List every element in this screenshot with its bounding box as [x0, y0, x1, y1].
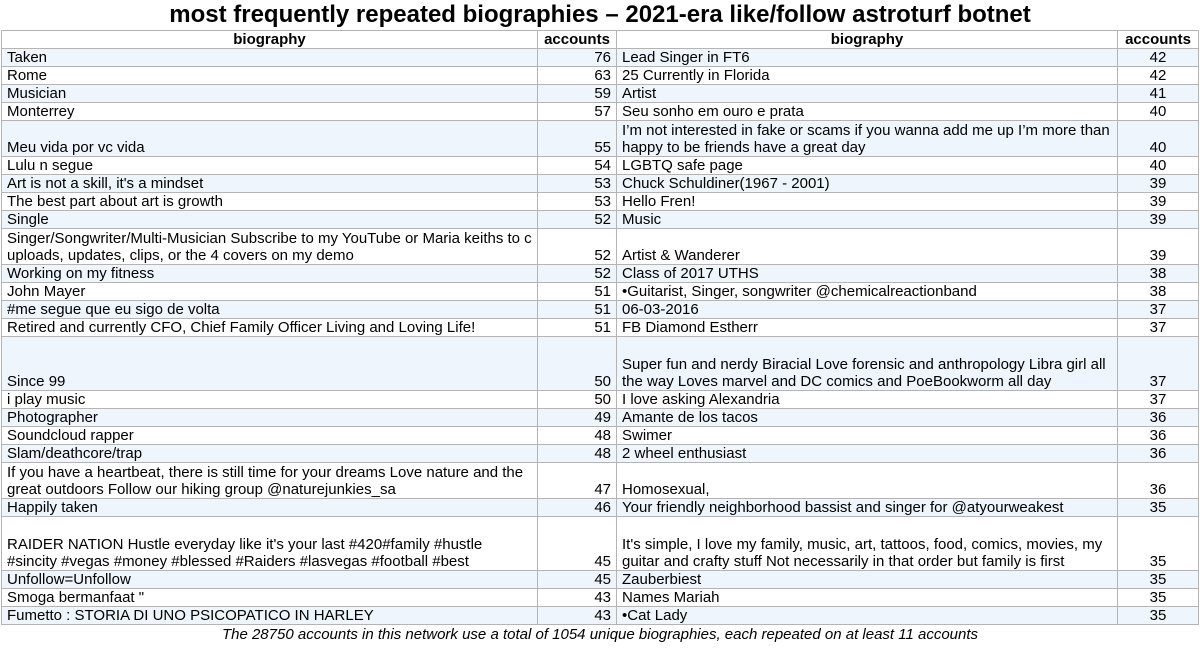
- table-row: [2, 67, 1199, 85]
- table-row: [2, 571, 1199, 589]
- bio-left: Fumetto : STORIA DI UNO PSICOPATICO IN HARLEY: [2, 607, 538, 625]
- count-left: 48: [538, 427, 617, 445]
- bio-left: Rome: [2, 67, 538, 85]
- bio-right: I love asking Alexandria: [617, 391, 1118, 409]
- bio-left: Retired and currently CFO, Chief Family Officer Living and Loving Life!: [2, 319, 538, 337]
- table-row: [2, 301, 1199, 319]
- count-left: 53: [538, 175, 617, 193]
- header-row: [2, 31, 1199, 49]
- count-left: 45: [538, 571, 617, 589]
- bio-left: Happily taken: [2, 499, 538, 517]
- table-row: [2, 283, 1199, 301]
- bio-left: Working on my fitness: [2, 265, 538, 283]
- table-row: [2, 337, 1199, 391]
- count-left: 49: [538, 409, 617, 427]
- bio-right: LGBTQ safe page: [617, 157, 1118, 175]
- count-left: 52: [538, 211, 617, 229]
- table-row: [2, 427, 1199, 445]
- bio-right: Artist & Wanderer: [617, 229, 1118, 265]
- bio-right: Your friendly neighborhood bassist and singer for @atyourweakest: [617, 499, 1118, 517]
- column-header-accounts-right: accounts: [1118, 31, 1199, 49]
- count-left: 43: [538, 589, 617, 607]
- count-right: 37: [1118, 337, 1199, 391]
- count-right: 40: [1118, 157, 1199, 175]
- table-row: [2, 391, 1199, 409]
- bio-right: Names Mariah: [617, 589, 1118, 607]
- count-left: 48: [538, 445, 617, 463]
- count-left: 55: [538, 121, 617, 157]
- count-right: 35: [1118, 607, 1199, 625]
- count-left: 52: [538, 265, 617, 283]
- count-right: 36: [1118, 445, 1199, 463]
- bio-left: Lulu n segue: [2, 157, 538, 175]
- bio-left: Meu vida por vc vida: [2, 121, 538, 157]
- count-right: 37: [1118, 301, 1199, 319]
- table-row: [2, 319, 1199, 337]
- bio-left: The best part about art is growth: [2, 193, 538, 211]
- bio-left: Musician: [2, 85, 538, 103]
- bio-right: Lead Singer in FT6: [617, 49, 1118, 67]
- count-left: 50: [538, 337, 617, 391]
- table-row: [2, 85, 1199, 103]
- column-header-biography-right: biography: [617, 31, 1118, 49]
- biography-table: [1, 30, 1199, 625]
- table-row: [2, 103, 1199, 121]
- count-right: 39: [1118, 193, 1199, 211]
- table-row: [2, 607, 1199, 625]
- count-left: 57: [538, 103, 617, 121]
- count-left: 52: [538, 229, 617, 265]
- count-right: 35: [1118, 499, 1199, 517]
- count-left: 76: [538, 49, 617, 67]
- count-left: 51: [538, 283, 617, 301]
- bio-right: Hello Fren!: [617, 193, 1118, 211]
- count-right: 41: [1118, 85, 1199, 103]
- table-row: [2, 175, 1199, 193]
- bio-right: Music: [617, 211, 1118, 229]
- bio-right: Amante de los tacos: [617, 409, 1118, 427]
- count-left: 50: [538, 391, 617, 409]
- count-right: 39: [1118, 229, 1199, 265]
- count-left: 59: [538, 85, 617, 103]
- bio-right: Seu sonho em ouro e prata: [617, 103, 1118, 121]
- table-row: [2, 229, 1199, 265]
- bio-right: •Cat Lady: [617, 607, 1118, 625]
- bio-right: Chuck Schuldiner(1967 - 2001): [617, 175, 1118, 193]
- bio-left: Monterrey: [2, 103, 538, 121]
- count-right: 38: [1118, 283, 1199, 301]
- count-right: 39: [1118, 175, 1199, 193]
- bio-left: Since 99: [2, 337, 538, 391]
- bio-left: Smoga bermanfaat ": [2, 589, 538, 607]
- count-right: 35: [1118, 589, 1199, 607]
- bio-right: Artist: [617, 85, 1118, 103]
- table-row: [2, 211, 1199, 229]
- count-right: 36: [1118, 463, 1199, 499]
- count-left: 47: [538, 463, 617, 499]
- table-row: [2, 463, 1199, 499]
- bio-right: 2 wheel enthusiast: [617, 445, 1118, 463]
- bio-left: John Mayer: [2, 283, 538, 301]
- count-left: 51: [538, 301, 617, 319]
- count-left: 46: [538, 499, 617, 517]
- bio-left: #me segue que eu sigo de volta: [2, 301, 538, 319]
- count-right: 40: [1118, 103, 1199, 121]
- table-row: [2, 157, 1199, 175]
- bio-left: Single: [2, 211, 538, 229]
- table-row: [2, 409, 1199, 427]
- table-row: [2, 121, 1199, 157]
- bio-left: Art is not a skill, it's a mindset: [2, 175, 538, 193]
- count-right: 39: [1118, 211, 1199, 229]
- count-right: 36: [1118, 409, 1199, 427]
- bio-right: It's simple, I love my family, music, art, tattoos, food, comics, movies, my guitar and crafty stuff Not necessarily in that order but family is first: [617, 517, 1118, 571]
- count-left: 53: [538, 193, 617, 211]
- chart-title: most frequently repeated biographies – 2021-era like/follow astroturf botnet: [169, 1, 1031, 28]
- count-right: 42: [1118, 67, 1199, 85]
- count-right: 35: [1118, 517, 1199, 571]
- table-row: [2, 193, 1199, 211]
- bio-left: If you have a heartbeat, there is still time for your dreams Love nature and the great outdoors Follow our hiking group @naturejunkies_sa: [2, 463, 538, 499]
- column-header-biography-left: biography: [2, 31, 538, 49]
- count-right: 37: [1118, 319, 1199, 337]
- column-header-accounts-left: accounts: [538, 31, 617, 49]
- bio-right: Swimer: [617, 427, 1118, 445]
- footer-note: The 28750 accounts in this network use a total of 1054 unique biographies, each repeated on at least 11 accounts: [221, 626, 979, 643]
- bio-right: 06-03-2016: [617, 301, 1118, 319]
- bio-left: Soundcloud rapper: [2, 427, 538, 445]
- count-left: 63: [538, 67, 617, 85]
- bio-right: 25 Currently in Florida: [617, 67, 1118, 85]
- bio-right: Zauberbiest: [617, 571, 1118, 589]
- bio-left: Singer/Songwriter/Multi-Musician Subscribe to my YouTube or Maria keiths to c uploads, updates, clips, or the 4 covers on my demo: [2, 229, 538, 265]
- bio-right: Class of 2017 UTHS: [617, 265, 1118, 283]
- table-row: [2, 517, 1199, 571]
- count-right: 37: [1118, 391, 1199, 409]
- table-row: [2, 589, 1199, 607]
- count-right: 38: [1118, 265, 1199, 283]
- bio-left: Unfollow=Unfollow: [2, 571, 538, 589]
- bio-right: •Guitarist, Singer, songwriter @chemicalreactionband: [617, 283, 1118, 301]
- count-right: 40: [1118, 121, 1199, 157]
- bio-left: RAIDER NATION Hustle everyday like it's your last #420#family #hustle #sincity #vegas #money #blessed #Raiders #lasvegas #football #best: [2, 517, 538, 571]
- table-row: [2, 499, 1199, 517]
- table-row: [2, 265, 1199, 283]
- bio-left: i play music: [2, 391, 538, 409]
- bio-left: Slam/deathcore/trap: [2, 445, 538, 463]
- count-left: 45: [538, 517, 617, 571]
- count-right: 42: [1118, 49, 1199, 67]
- bio-left: Photographer: [2, 409, 538, 427]
- count-right: 36: [1118, 427, 1199, 445]
- bio-right: I’m not interested in fake or scams if you wanna add me up I’m more than happy to be friends have a great day: [617, 121, 1118, 157]
- table-row: [2, 445, 1199, 463]
- table-row: [2, 49, 1199, 67]
- count-left: 54: [538, 157, 617, 175]
- bio-right: Super fun and nerdy Biracial Love forensic and anthropology Libra girl all the way Loves marvel and DC comics and PoeBookworm all day: [617, 337, 1118, 391]
- count-left: 51: [538, 319, 617, 337]
- bio-right: Homosexual,: [617, 463, 1118, 499]
- count-right: 35: [1118, 571, 1199, 589]
- bio-right: FB Diamond Estherr: [617, 319, 1118, 337]
- bio-left: Taken: [2, 49, 538, 67]
- table-body: [2, 49, 1199, 625]
- count-left: 43: [538, 607, 617, 625]
